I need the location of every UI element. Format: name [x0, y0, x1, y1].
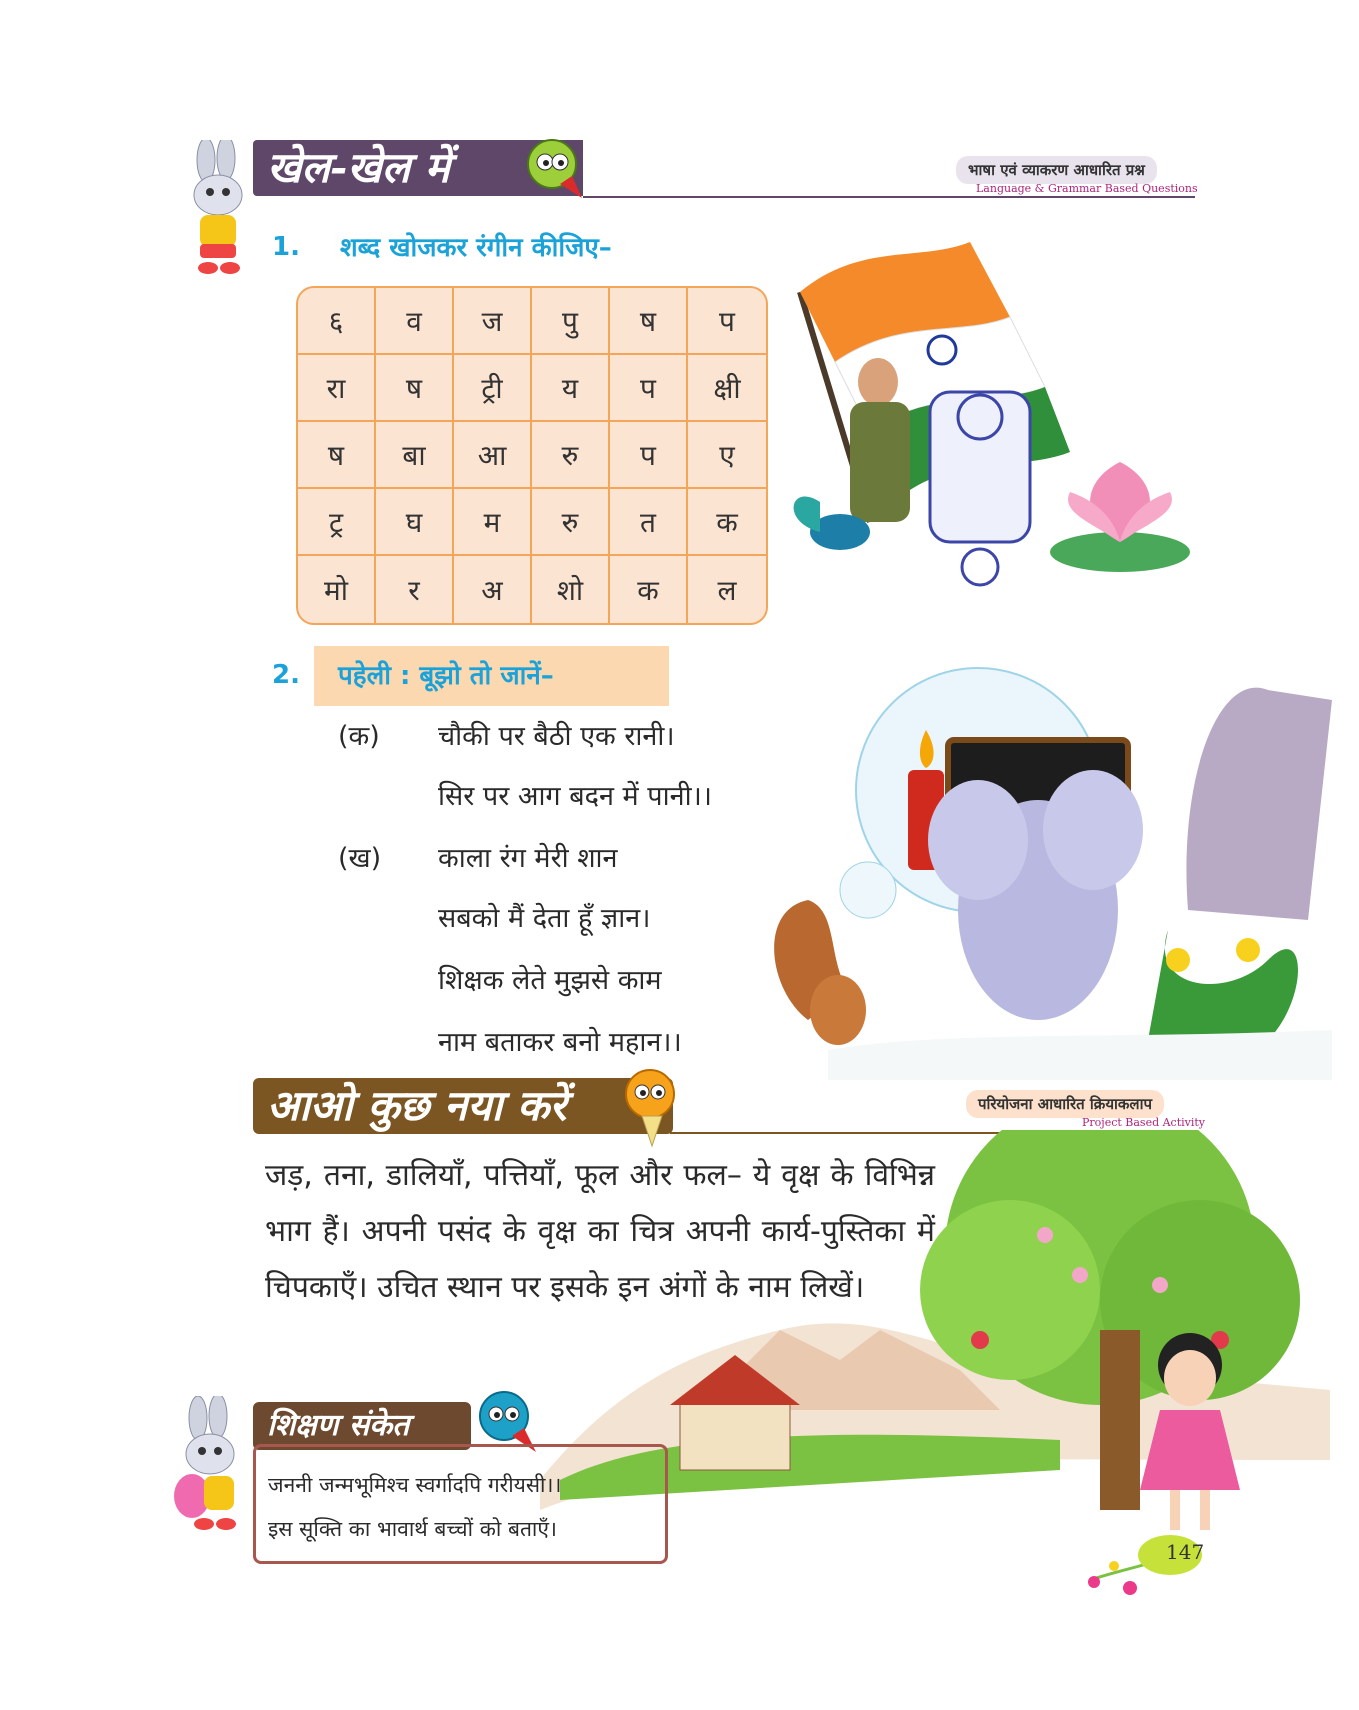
grid-cell[interactable]: त — [610, 489, 688, 556]
pencil-mascot-icon — [520, 132, 590, 204]
teaching-note-line1: जननी जन्मभूमिश्च स्वर्गादपि गरीयसी।। — [268, 1473, 562, 1497]
grid-cell[interactable]: रा — [298, 355, 376, 422]
grid-cell[interactable]: र — [376, 556, 454, 623]
grid-cell[interactable]: ए — [688, 422, 766, 489]
grid-cell[interactable]: क — [688, 489, 766, 556]
q1-number: 1. — [272, 232, 300, 262]
grid-cell[interactable]: अ — [454, 556, 532, 623]
grid-cell[interactable]: ष — [610, 288, 688, 355]
grid-cell[interactable]: रु — [532, 422, 610, 489]
grid-row — [298, 288, 766, 355]
section-title-aao: आओ कुछ नया करें — [253, 1078, 673, 1134]
grid-row — [298, 422, 766, 489]
grid-cell[interactable]: ज — [454, 288, 532, 355]
word-search-grid — [296, 286, 768, 625]
grid-cell[interactable]: आ — [454, 422, 532, 489]
riddle-illustration — [748, 660, 1332, 1080]
grid-cell[interactable]: ष — [376, 355, 454, 422]
grid-cell[interactable]: पु — [532, 288, 610, 355]
grid-cell[interactable]: व — [376, 288, 454, 355]
grid-cell[interactable]: म — [454, 489, 532, 556]
q2-instruction: पहेली : बूझो तो जानें– — [338, 661, 554, 691]
section1-rule — [583, 196, 1195, 198]
riddle-a-line2: सिर पर आग बदन में पानी।। — [438, 781, 713, 812]
section-title-khel: खेल-खेल में — [253, 140, 583, 196]
riddle-a-line1: चौकी पर बैठी एक रानी। — [438, 721, 675, 752]
bunny-mascot-bottom — [170, 1396, 250, 1536]
q2-number: 2. — [272, 660, 300, 690]
grid-cell[interactable]: क्षी — [688, 355, 766, 422]
project-paragraph: जड़, तना, डालियाँ, पत्तियाँ, फूल और फल– ये वृक्ष के विभिन्न भाग हैं। अपनी पसंद के वृक्ष का चित्र अपनी कार्य-पुस्तिका में चिपकाएँ। उचित स्थान पर इसके इन अंगों के नाम लिखें। — [265, 1158, 935, 1305]
grid-cell[interactable]: प — [610, 355, 688, 422]
grid-cell[interactable]: शो — [532, 556, 610, 623]
grid-cell[interactable]: ल — [717, 573, 737, 607]
grid-row — [298, 355, 766, 422]
grid-cell[interactable]: ६ — [298, 288, 376, 355]
bunny-mascot-top — [178, 140, 258, 280]
project-tag: परियोजना आधारित क्रियाकलाप — [966, 1090, 1164, 1118]
teaching-note-box — [253, 1444, 668, 1564]
grid-cell[interactable]: घ — [376, 489, 454, 556]
grid-row — [298, 489, 766, 556]
grid-cell[interactable]: ट्र — [298, 489, 376, 556]
grid-cell[interactable]: प — [610, 422, 688, 489]
riddle-b-line3: शिक्षक लेते मुझसे काम — [438, 965, 662, 996]
grid-cell[interactable]: बा — [376, 422, 454, 489]
grid-cell[interactable]: प — [688, 288, 766, 355]
grid-cell[interactable]: क — [610, 556, 688, 623]
grammar-tag: भाषा एवं व्याकरण आधारित प्रश्न — [956, 156, 1157, 184]
riddle-a-label: (क) — [338, 721, 380, 752]
q1-instruction: शब्द खोजकर रंगीन कीजिए– — [340, 233, 612, 263]
grammar-tag-english: Language & Grammar Based Questions — [976, 182, 1198, 195]
grid-cell[interactable]: ष — [298, 422, 376, 489]
riddle-b-line1: काला रंग मेरी शान — [438, 843, 618, 874]
grid-cell[interactable]: रु — [532, 489, 610, 556]
grid-cell[interactable]: मो — [298, 556, 376, 623]
riddle-b-label: (ख) — [338, 843, 382, 874]
grid-row — [298, 556, 766, 623]
page-number: 147 — [1166, 1540, 1205, 1564]
section-title-shikshan: शिक्षण संकेत — [253, 1402, 471, 1450]
grid-cell[interactable]: ट्री — [454, 355, 532, 422]
teaching-note-line2: इस सूक्ति का भावार्थ बच्चों को बताएँ। — [268, 1517, 557, 1541]
national-symbols-illustration — [780, 222, 1210, 612]
riddle-b-line2: सबको मैं देता हूँ ज्ञान। — [438, 903, 651, 934]
project-tag-english: Project Based Activity — [1082, 1116, 1206, 1129]
riddle-b-line4: नाम बताकर बनो महान।। — [438, 1027, 682, 1058]
grid-cell[interactable]: य — [532, 355, 610, 422]
